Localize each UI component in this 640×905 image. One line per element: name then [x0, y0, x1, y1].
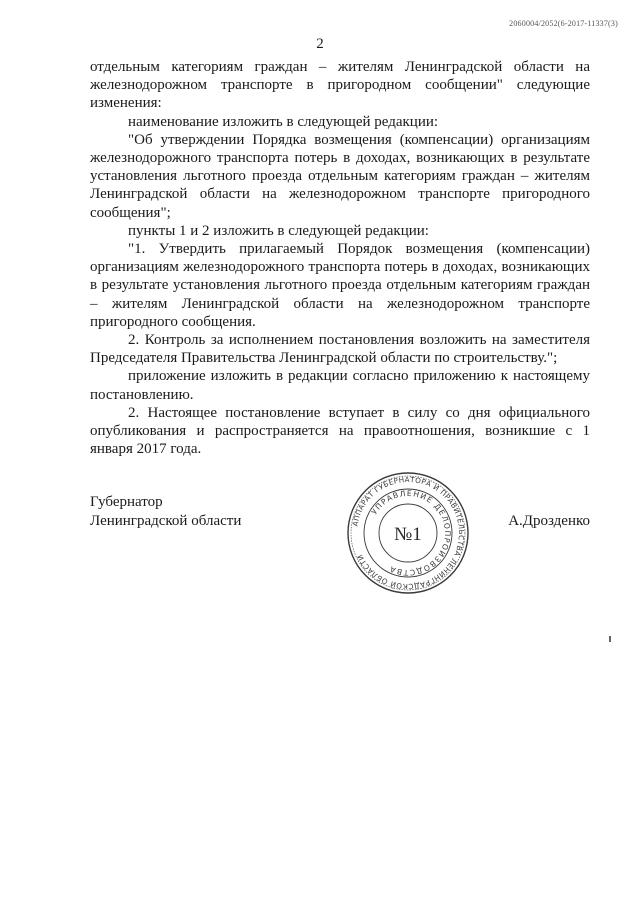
paragraph-point-2: 2. Контроль за исполнением постановления возложить на заместителя Председателя Правительства Ленинградской области по строительству.";	[90, 332, 590, 367]
paragraph-new-title: "Об утверждении Порядка возмещения (компенсации) организациям железнодорожного транспорта потерь в доходах, возникающих в результате установления льготного проезда отдельным категориям граждан – жителям Ленинградской области на железнодорожном транспорте пригородного сообщения";	[90, 131, 590, 221]
paragraph-effective-date: 2. Настоящее постановление вступает в силу со дня официального опубликования и распространяется на правоотношения, возникшие с 1 января 2017 года.	[90, 404, 590, 458]
official-seal-graphic	[345, 470, 471, 596]
paragraph-points-instruction: пункты 1 и 2 изложить в следующей редакции:	[128, 222, 429, 239]
official-seal	[345, 470, 471, 596]
paragraph-continuation: отдельным категориям граждан – жителям Ленинградской области на железнодорожном транспорте в пригородном сообщении" следующие изменения:	[90, 59, 590, 112]
signatory-title-line-2: Ленинградской области	[90, 513, 242, 529]
signatory-title-line-1: Губернатор	[90, 494, 163, 510]
paragraph-title-instruction: наименование изложить в следующей редакции:	[128, 113, 439, 130]
signatory-name: А.Дрозденко	[508, 513, 590, 529]
page-number: 2	[316, 36, 324, 52]
signatory-title	[90, 493, 241, 531]
paragraph-point-1: "1. Утвердить прилагаемый Порядок возмещения (компенсации) организациям железнодорожного транспорта потерь в доходах, возникающих в результате установления льготного проезда отдельным категориям граждан – жителям Ленинградской области на железнодорожном транспорте пригородного сообщения.	[90, 241, 590, 330]
paragraph-appendix: приложение изложить в редакции согласно приложению к настоящему постановлению.	[90, 368, 590, 403]
document-id: 2060004/2052(6-2017-11337(3)	[509, 19, 618, 28]
seal-number: №1	[394, 524, 422, 545]
document-body	[90, 58, 590, 458]
seal-inner-text: УПРАВЛЕНИЕ ДЕЛОПРОИЗВОДСТВА	[369, 488, 453, 578]
seal-outer-text: АППАРАТ ГУБЕРНАТОРА И ПРАВИТЕЛЬСТВА ЛЕНИНГРАДСКОЙ ОБЛАСТИ	[350, 474, 467, 592]
scan-artifact	[609, 636, 611, 642]
